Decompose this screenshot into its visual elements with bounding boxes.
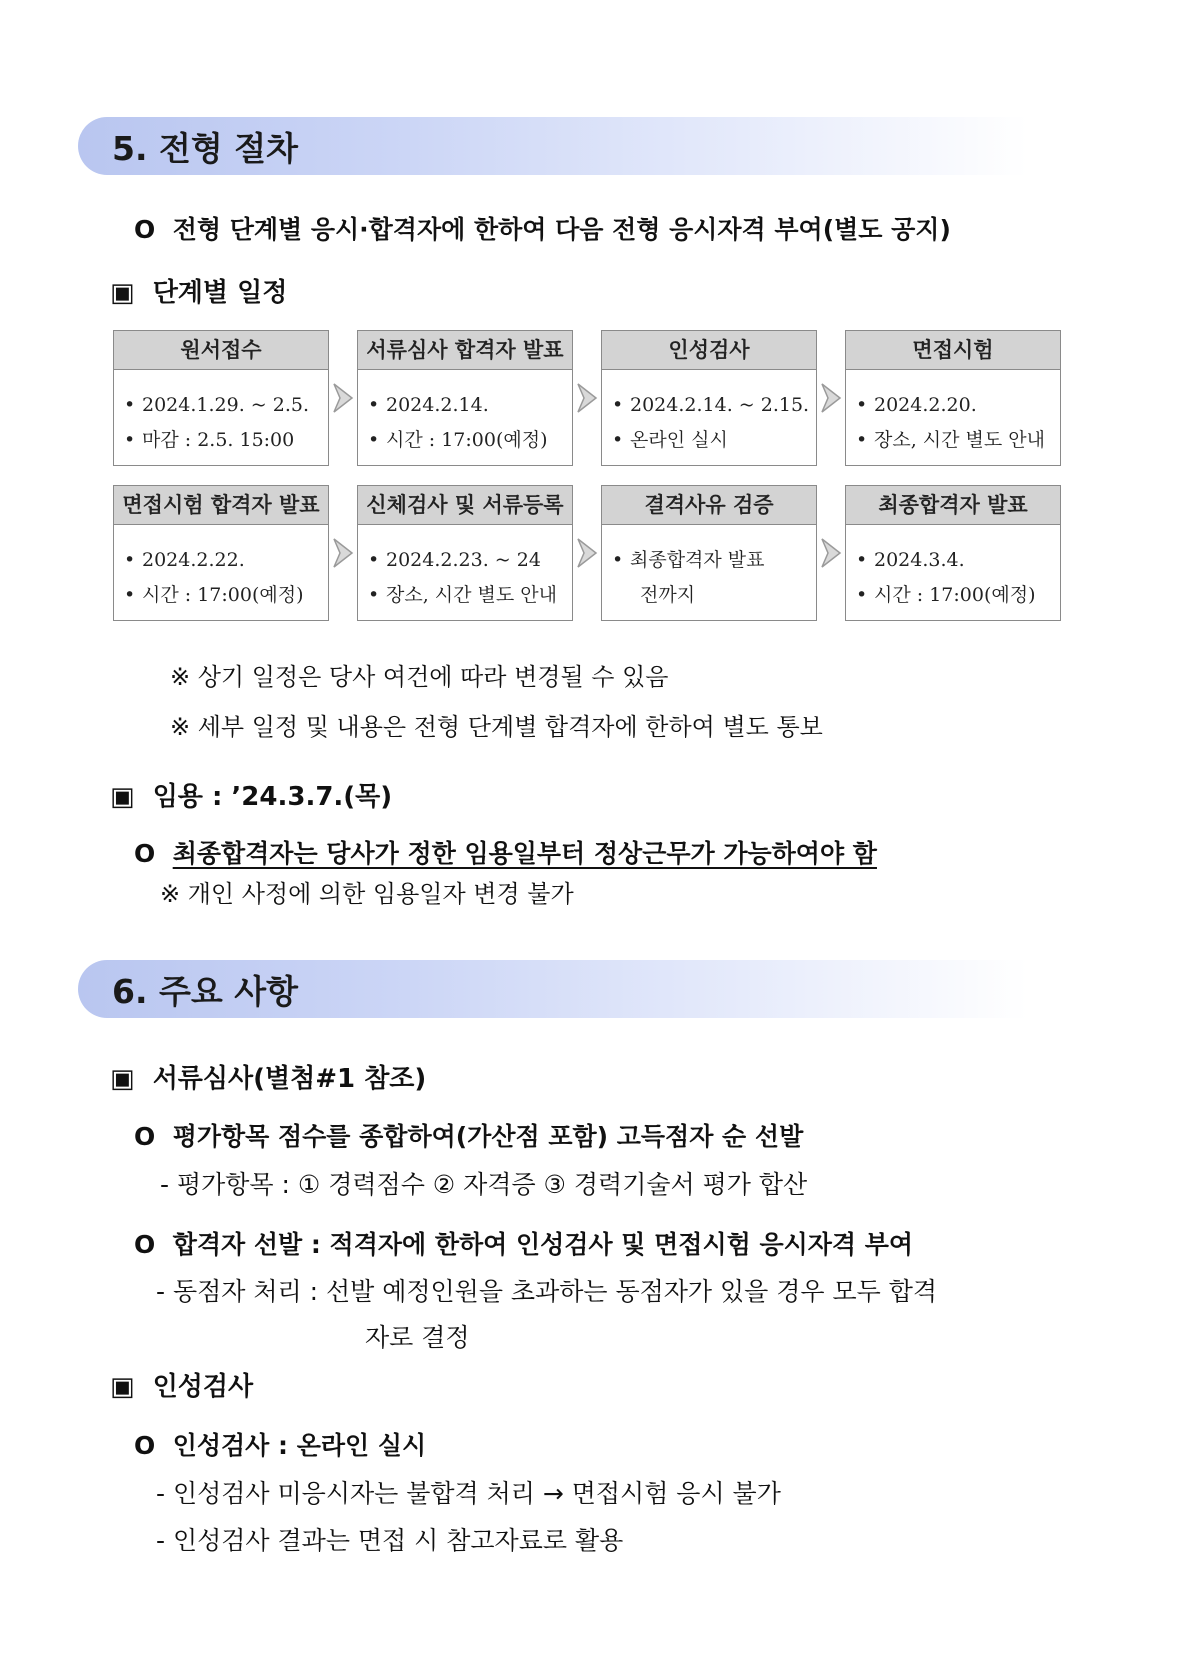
stage-title: 신체검사 및 서류등록	[358, 486, 572, 525]
note-detail-notice: ※ 세부 일정 및 내용은 전형 단계별 합격자에 한하여 별도 통보	[170, 713, 823, 741]
circle-bullet: O	[134, 1431, 156, 1460]
personality-item	[134, 1426, 426, 1462]
stage-box-doc-result	[357, 330, 573, 466]
personality-sub-1: - 인성검사 미응시자는 불합격 처리 → 면접시험 응시 불가	[156, 1479, 781, 1508]
stage-title: 면접시험 합격자 발표	[114, 486, 328, 525]
stage-title: 면접시험	[846, 331, 1060, 370]
schedule-heading-text: 단계별 일정	[152, 278, 288, 308]
personality-heading	[110, 1366, 253, 1403]
chevron-right-icon	[332, 381, 356, 415]
square-bullet-icon: ▣	[110, 782, 135, 812]
stage-title: 인성검사	[602, 331, 816, 370]
stage-title: 서류심사 합격자 발표	[358, 331, 572, 370]
section-6-title: 6. 주요 사항	[112, 972, 298, 1011]
stage-box-disqualification-check	[601, 485, 817, 621]
appointment-heading-text: 임용 : ’24.3.7.(목)	[152, 782, 393, 812]
stage-box-interview	[845, 330, 1061, 466]
stage-line: • 장소, 시간 별도 안내	[854, 423, 1054, 458]
doc-item-2-text: 합격자 선발 : 적격자에 한하여 인성검사 및 면접시험 응시자격 부여	[172, 1230, 914, 1259]
square-bullet-icon: ▣	[110, 1372, 135, 1402]
section-5-title: 5. 전형 절차	[112, 129, 298, 168]
stage-line: • 시간 : 17:00(예정)	[366, 423, 566, 458]
stage-box-physical-exam	[357, 485, 573, 621]
stage-title: 원서접수	[114, 331, 328, 370]
doc-item-2-sub-cont: 자로 결정	[365, 1323, 470, 1352]
chevron-right-icon	[820, 536, 844, 570]
stage-line: • 2024.2.14.	[366, 388, 566, 423]
chevron-right-icon	[576, 536, 600, 570]
stage-box-interview-result	[113, 485, 329, 621]
stage-line: • 시간 : 17:00(예정)	[122, 578, 322, 613]
doc-review-heading-text: 서류심사(별첨#1 참조)	[152, 1064, 427, 1094]
stage-title: 최종합격자 발표	[846, 486, 1060, 525]
stage-title: 결격사유 검증	[602, 486, 816, 525]
doc-item-2	[134, 1225, 913, 1261]
stage-line: • 2024.2.20.	[854, 388, 1054, 423]
stage-line: • 2024.2.22.	[122, 543, 322, 578]
appointment-heading	[110, 776, 392, 813]
stage-line: • 최종합격자 발표	[610, 543, 810, 578]
stage-line: • 마감 : 2.5. 15:00	[122, 423, 322, 458]
stage-box-application	[113, 330, 329, 466]
stage-line: • 2024.3.4.	[854, 543, 1054, 578]
circle-bullet: O	[134, 1230, 156, 1259]
stage-line: • 2024.2.14. ~ 2.15.	[610, 388, 810, 423]
intro-line	[134, 210, 951, 246]
appointment-note: ※ 개인 사정에 의한 임용일자 변경 불가	[160, 880, 574, 908]
personality-heading-text: 인성검사	[152, 1372, 254, 1402]
stage-line: • 장소, 시간 별도 안내	[366, 578, 566, 613]
circle-bullet: O	[134, 215, 156, 244]
note-schedule-change: ※ 상기 일정은 당사 여건에 따라 변경될 수 있음	[170, 663, 669, 691]
intro-text: 전형 단계별 응시·합격자에 한하여 다음 전형 응시자격 부여(별도 공지)	[172, 215, 951, 244]
appointment-line	[134, 834, 877, 870]
chevron-right-icon	[332, 536, 356, 570]
doc-item-1	[134, 1117, 803, 1153]
square-bullet-icon: ▣	[110, 278, 135, 308]
personality-item-text: 인성검사 : 온라인 실시	[172, 1431, 427, 1460]
stage-box-personality-test	[601, 330, 817, 466]
doc-item-1-sub: - 평가항목 : ① 경력점수 ② 자격증 ③ 경력기술서 평가 합산	[160, 1170, 808, 1199]
schedule-heading	[110, 272, 287, 309]
personality-sub-2: - 인성검사 결과는 면접 시 참고자료로 활용	[156, 1526, 624, 1555]
appointment-text: 최종합격자는 당사가 정한 임용일부터 정상근무가 가능하여야 함	[172, 839, 877, 868]
doc-item-2-sub: - 동점자 처리 : 선발 예정인원을 초과하는 동점자가 있을 경우 모두 합격	[156, 1277, 938, 1306]
stage-line: • 2024.1.29. ~ 2.5.	[122, 388, 322, 423]
doc-item-1-text: 평가항목 점수를 종합하여(가산점 포함) 고득점자 순 선발	[172, 1122, 804, 1151]
circle-bullet: O	[134, 1122, 156, 1151]
square-bullet-icon: ▣	[110, 1064, 135, 1094]
stage-line: • 온라인 실시	[610, 423, 810, 458]
stage-line: 전까지	[640, 584, 696, 606]
stage-line: • 2024.2.23. ~ 24	[366, 543, 566, 578]
chevron-right-icon	[820, 381, 844, 415]
stage-line: • 시간 : 17:00(예정)	[854, 578, 1054, 613]
stage-box-final-result	[845, 485, 1061, 621]
chevron-right-icon	[576, 381, 600, 415]
doc-review-heading	[110, 1058, 426, 1095]
circle-bullet: O	[134, 839, 156, 868]
